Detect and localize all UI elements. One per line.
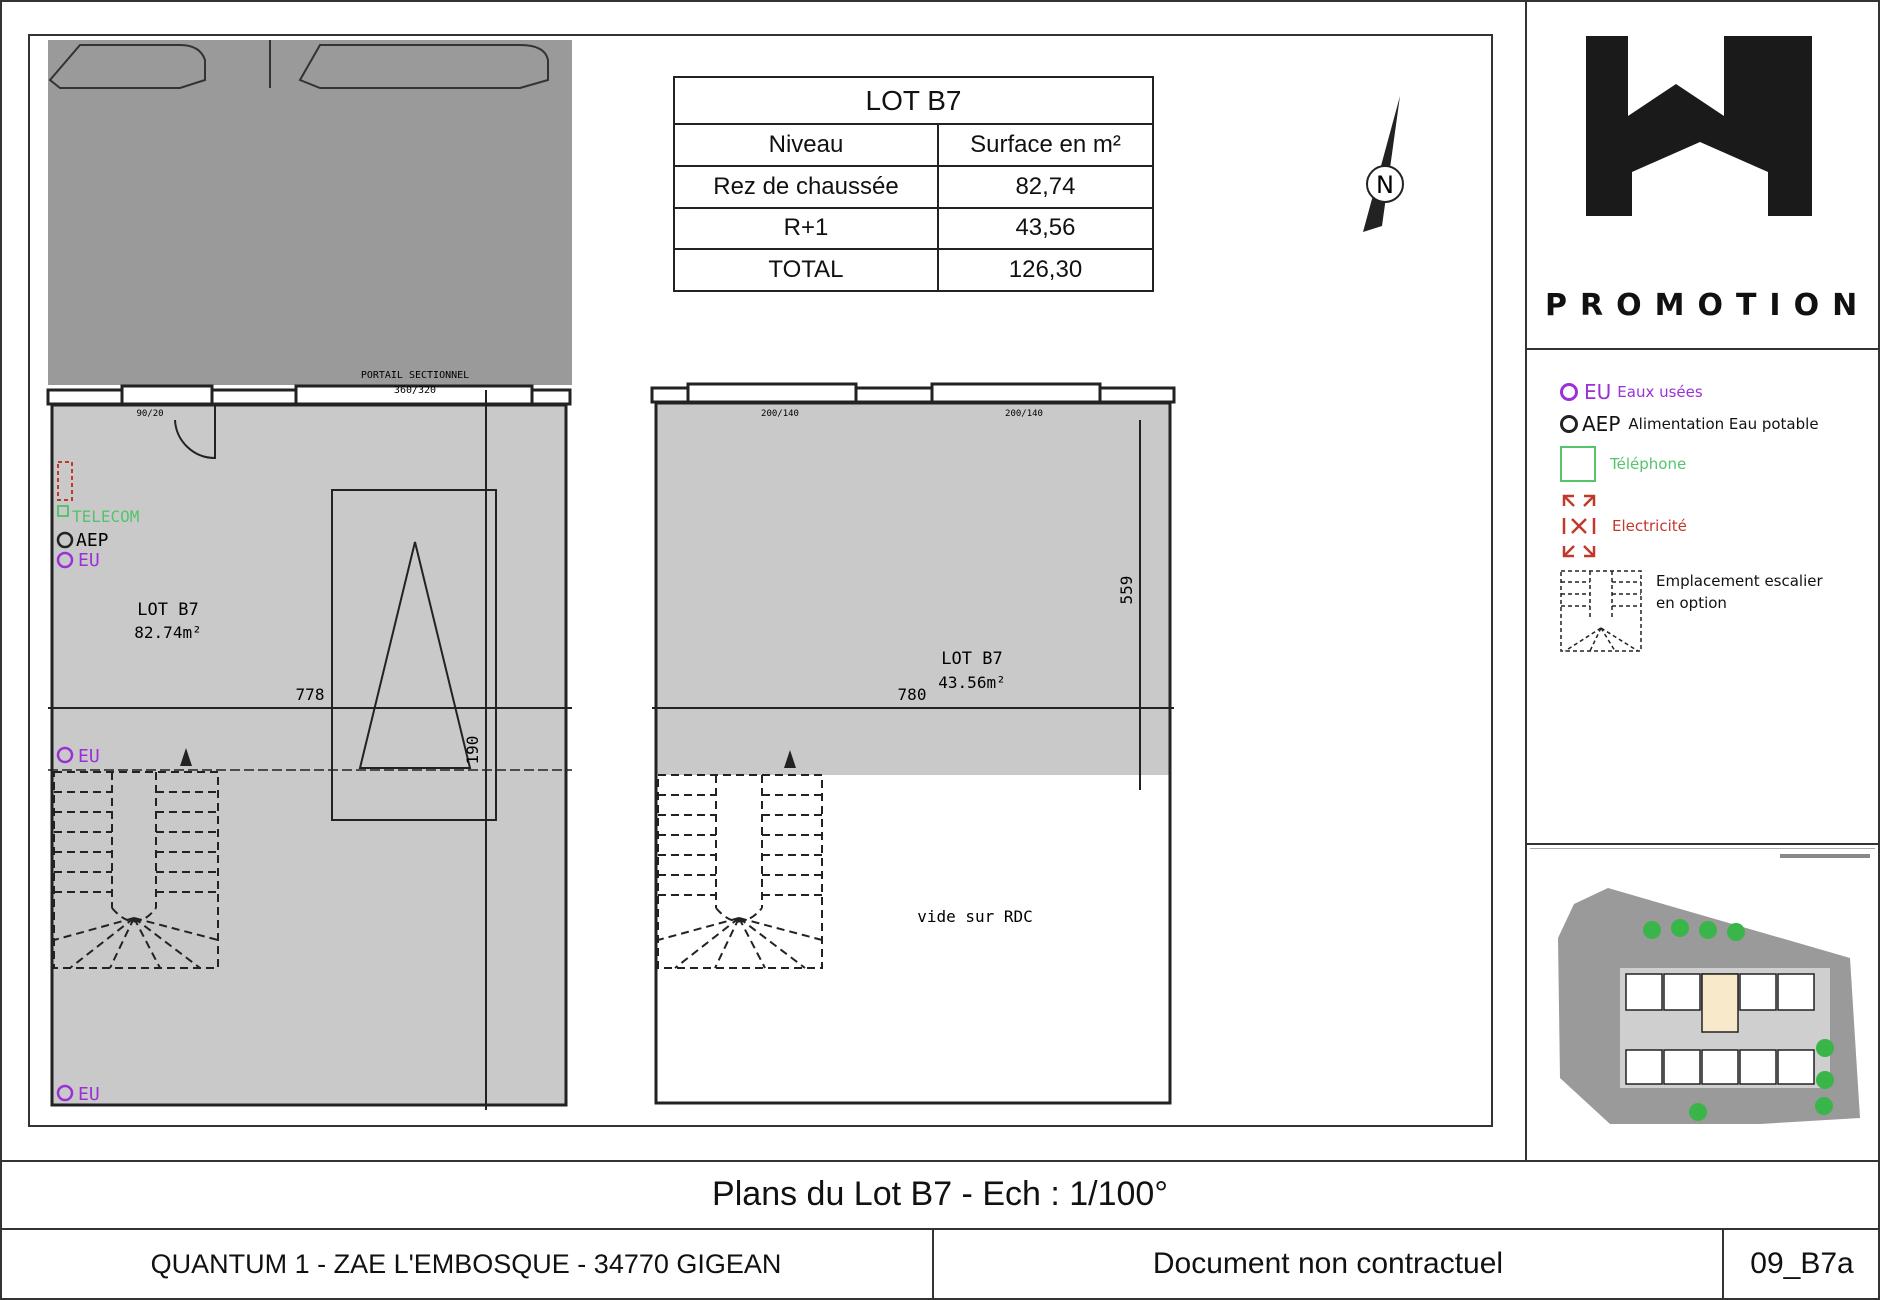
row-surface: 126,30 — [938, 249, 1153, 291]
row-niveau: TOTAL — [674, 249, 938, 291]
row-niveau: Rez de chaussée — [674, 166, 938, 208]
table-row — [674, 249, 1153, 291]
row-surface: 82,74 — [938, 166, 1153, 208]
svg-text:N: N — [1376, 171, 1394, 199]
legend-electricite — [1560, 494, 1687, 558]
footer-notice: Document non contractuel — [1152, 1247, 1504, 1280]
site-plan-map — [1530, 848, 1875, 1130]
r1-window-dim-2: 200/140 — [1005, 409, 1043, 419]
aep-circle-icon — [1560, 415, 1578, 433]
legend-desc: Téléphone — [1610, 455, 1687, 473]
footer-address: QUANTUM 1 - ZAE L'EMBOSQUE - 34770 GIGEAN — [150, 1248, 782, 1279]
legend-desc: Emplacement escalier en option — [1656, 572, 1823, 612]
legend-eu — [1560, 380, 1703, 404]
door-dim: 90/20 — [136, 409, 164, 419]
eu-circle-icon — [1560, 383, 1578, 401]
row-niveau: R+1 — [674, 208, 938, 250]
legend-code: EU — [1584, 380, 1612, 404]
page-title: Plans du Lot B7 - Ech : 1/100° — [712, 1175, 1168, 1213]
aep-label: AEP — [76, 530, 109, 551]
electricity-icon — [1562, 494, 1596, 558]
rdc-lot-label: LOT B7 — [137, 600, 199, 620]
portal-label: PORTAIL SECTIONNEL — [360, 370, 470, 381]
hw-logo — [1580, 36, 1820, 266]
r1-floor-fill — [656, 403, 1170, 775]
legend-escalier — [1560, 570, 1826, 652]
eu-label-3: EU — [78, 1084, 100, 1105]
legend-desc: Alimentation Eau potable — [1628, 415, 1819, 433]
surface-table — [673, 76, 1154, 292]
r1-lot-label: LOT B7 — [941, 649, 1003, 669]
header-niveau: Niveau — [674, 124, 938, 166]
rdc-dim-height: 190 — [463, 735, 482, 765]
legend-desc: Eaux usées — [1617, 383, 1703, 401]
telephone-square-icon — [1560, 446, 1596, 482]
header-surface: Surface en m² — [938, 124, 1153, 166]
legend-code: AEP — [1582, 412, 1621, 436]
legend-desc: Electricité — [1612, 517, 1687, 535]
surface-table-title: LOT B7 — [674, 77, 1153, 124]
lot-b7-highlight — [1702, 974, 1738, 1032]
r1-window-dim-1: 200/140 — [761, 409, 799, 419]
row-surface: 43,56 — [938, 208, 1153, 250]
eu-label-1: EU — [78, 550, 100, 571]
title-divider — [0, 1160, 1880, 1162]
stair-option-icon — [1560, 570, 1642, 652]
r1-lot-area: 43.56m² — [938, 673, 1006, 692]
logo-text: PROMOTION — [1545, 288, 1871, 323]
site-plan-divider — [1527, 843, 1880, 845]
parking-area — [48, 40, 572, 385]
title-block-divider — [1525, 0, 1527, 1160]
rdc-dim-width: 778 — [295, 685, 325, 704]
table-row — [674, 208, 1153, 250]
logo-divider — [1527, 348, 1880, 350]
legend-aep — [1560, 412, 1819, 436]
footer-ref: 09_B7a — [1750, 1247, 1854, 1280]
r1-stairs — [658, 775, 822, 968]
telecom-label: TELECOM — [72, 507, 140, 526]
r1-dim-height: 559 — [1117, 575, 1136, 605]
table-row — [674, 166, 1153, 208]
portal-dim: 360/320 — [393, 385, 437, 396]
legend-telephone — [1560, 446, 1686, 482]
rdc-lot-area: 82.74m² — [134, 623, 202, 642]
north-arrow-icon — [1363, 96, 1403, 232]
void-label: vide sur RDC — [917, 907, 1033, 926]
r1-dim-width: 780 — [897, 685, 927, 704]
eu-label-2: EU — [78, 746, 100, 767]
